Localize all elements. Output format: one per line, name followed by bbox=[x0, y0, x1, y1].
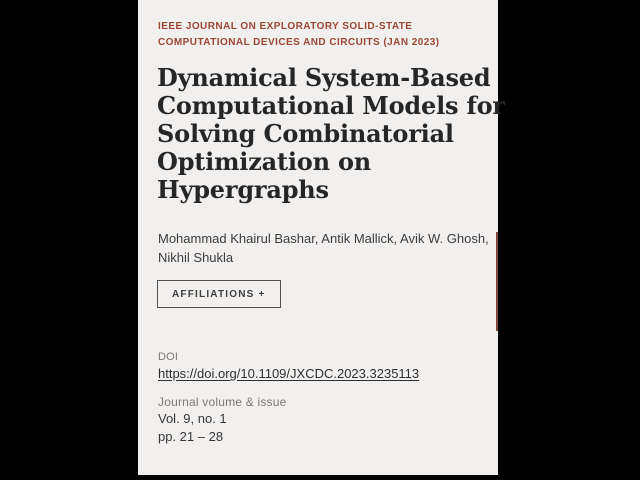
article-title-line-4: Optimization on bbox=[157, 147, 372, 176]
author-list-line-1: Mohammad Khairul Bashar, Antik Mallick, Avik W. Ghosh, bbox=[158, 231, 489, 246]
article-title-line-5: Hypergraphs bbox=[157, 175, 329, 204]
article-title-line-2: Computational Models for bbox=[157, 91, 505, 120]
article-title bbox=[157, 64, 505, 204]
article-title-line-1: Dynamical System-Based bbox=[157, 63, 491, 92]
article-page-panel bbox=[138, 0, 505, 475]
scrollbar-thumb[interactable] bbox=[496, 232, 498, 331]
doi-label: DOI bbox=[158, 351, 179, 363]
author-list-line-2: Nikhil Shukla bbox=[158, 250, 234, 265]
volume-issue-label: Journal volume & issue bbox=[158, 395, 287, 409]
affiliations-button-label: AFFILIATIONS + bbox=[172, 288, 266, 300]
journal-name-line-2: COMPUTATIONAL DEVICES AND CIRCUITS (JAN 2023) bbox=[158, 37, 440, 48]
affiliations-button[interactable] bbox=[157, 280, 281, 308]
article-title-line-3: Solving Combinatorial bbox=[157, 119, 454, 148]
author-list bbox=[158, 229, 489, 267]
pages-value: pp. 21 – 28 bbox=[158, 429, 224, 444]
journal-name-link[interactable] bbox=[158, 19, 440, 51]
journal-name-line-1: IEEE JOURNAL ON EXPLORATORY SOLID-STATE bbox=[158, 21, 413, 32]
doi-link[interactable]: https://doi.org/10.1109/JXCDC.2023.3235113 bbox=[158, 366, 420, 381]
volume-value: Vol. 9, no. 1 bbox=[158, 411, 227, 426]
